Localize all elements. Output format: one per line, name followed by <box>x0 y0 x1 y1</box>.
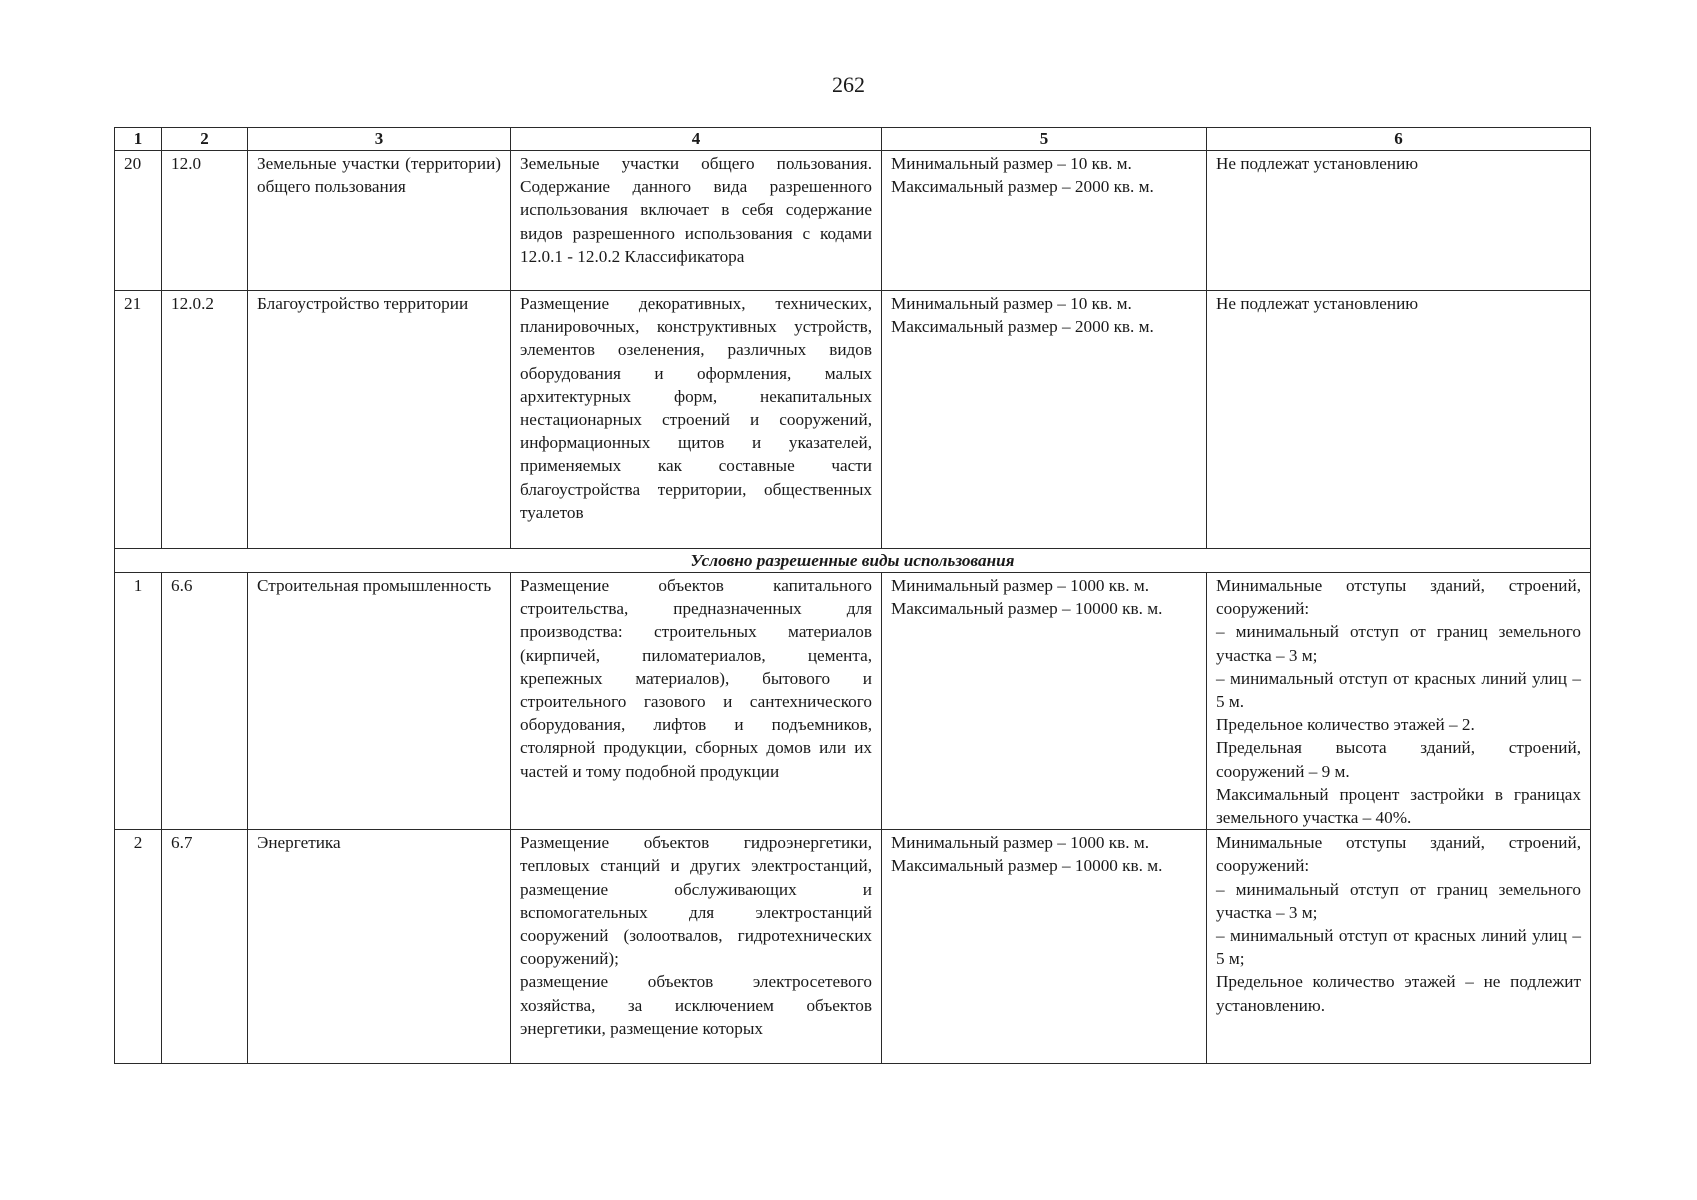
column-header-3: 3 <box>248 128 511 151</box>
table-row <box>115 830 1591 1064</box>
row-number: 1 <box>115 573 162 830</box>
parameter-line: Не подлежат установлению <box>1216 294 1419 313</box>
building-parameters <box>1207 573 1591 830</box>
use-type-description: Земельные участки общего пользования. Содержание данного вида разрешенного использования включает в себя содержание видов разрешенного использования с кодами 12.0.1 - 12.0.2 Классификатора <box>511 151 882 291</box>
use-type-name: Земельные участки (территории) общего пользования <box>248 151 511 291</box>
building-parameters <box>1207 151 1591 291</box>
section-title: Условно разрешенные виды использования <box>115 549 1591 573</box>
max-size-text: Максимальный размер – 10000 кв. м. <box>891 599 1163 619</box>
parameter-line: Минимальные отступы зданий, строений, сооружений: <box>1216 576 1581 619</box>
row-number: 21 <box>115 291 162 549</box>
row-number: 2 <box>115 830 162 1064</box>
building-parameters <box>1207 830 1591 1064</box>
max-size-text: Максимальный размер – 2000 кв. м. <box>891 177 1154 197</box>
use-type-description: Размещение объектов капитального строительства, предназначенных для производства: строительных материалов (кирпичей, пиломатериалов, цемента, крепежных материалов), бытового и строительного газового и сантехнического оборудования, лифтов и подъемников, столярной продукции, сборных домов или их частей и тому подобной продукции <box>511 573 882 830</box>
use-type-description: Размещение декоративных, технических, планировочных, конструктивных устройств, элементов озеленения, различных видов оборудования и оформления, малых архитектурных форм, некапитальных нестационарных строений и сооружений, информационных щитов и указателей, применяемых как составные части благоустройства территории, общественных туалетов <box>511 291 882 549</box>
land-use-table <box>114 127 1591 1064</box>
column-header-4: 4 <box>511 128 882 151</box>
parameter-line: – минимальный отступ от красных линий улиц – 5 м. <box>1216 668 1581 712</box>
max-size-text: Максимальный размер – 2000 кв. м. <box>891 317 1154 337</box>
parameter-line: – минимальный отступ от границ земельного участка – 3 м; <box>1216 879 1581 922</box>
min-size-text: Минимальный размер – 1000 кв. м. <box>891 576 1150 595</box>
row-number: 20 <box>115 151 162 291</box>
parameter-line: Предельная высота зданий, строений, сооружений – 9 м. <box>1216 738 1581 781</box>
parameter-line: Максимальный процент застройки в границах земельного участка – 40%. <box>1216 784 1581 828</box>
building-parameters <box>1207 291 1591 549</box>
plot-size-limits <box>882 573 1207 830</box>
column-header-6: 6 <box>1207 128 1591 151</box>
page-number: 262 <box>832 72 865 97</box>
classifier-code: 6.7 <box>162 830 248 1064</box>
classifier-code: 6.6 <box>162 573 248 830</box>
column-number-header-row <box>115 128 1591 151</box>
classifier-code: 12.0 <box>162 151 248 291</box>
parameter-line: – минимальный отступ от красных линий улиц – 5 м; <box>1216 926 1581 969</box>
description-paragraph: Размещение объектов гидроэнергетики, тепловых станций и других электростанций, размещение обслуживающих и вспомогательных для электростанций сооружений (золоотвалов, гидротехнических сооружений); <box>520 833 872 969</box>
use-type-name: Энергетика <box>248 830 511 1064</box>
table-row <box>115 573 1591 830</box>
plot-size-limits <box>882 291 1207 549</box>
parameter-line: Предельное количество этажей – 2. <box>1216 715 1475 735</box>
parameter-line: – минимальный отступ от границ земельного участка – 3 м; <box>1216 622 1581 665</box>
plot-size-limits <box>882 151 1207 291</box>
classifier-code: 12.0.2 <box>162 291 248 549</box>
section-header-row <box>115 549 1591 573</box>
column-header-5: 5 <box>882 128 1207 151</box>
parameter-line: Предельное количество этажей – не подлежит установлению. <box>1216 972 1581 1015</box>
parameter-line: Минимальные отступы зданий, строений, сооружений: <box>1216 833 1581 876</box>
max-size-text: Максимальный размер – 10000 кв. м. <box>891 856 1163 876</box>
description-paragraph: размещение объектов электросетевого хозяйства, за исключением объектов энергетики, размещение которых <box>520 972 872 1038</box>
use-type-description <box>511 830 882 1064</box>
table-row <box>115 151 1591 291</box>
min-size-text: Минимальный размер – 10 кв. м. <box>891 294 1132 313</box>
column-header-1: 1 <box>115 128 162 151</box>
parameter-line: Не подлежат установлению <box>1216 154 1419 173</box>
min-size-text: Минимальный размер – 10 кв. м. <box>891 154 1132 173</box>
column-header-2: 2 <box>162 128 248 151</box>
plot-size-limits <box>882 830 1207 1064</box>
use-type-name: Строительная промышленность <box>248 573 511 830</box>
table-row <box>115 291 1591 549</box>
use-type-name: Благоустройство территории <box>248 291 511 549</box>
min-size-text: Минимальный размер – 1000 кв. м. <box>891 833 1150 853</box>
